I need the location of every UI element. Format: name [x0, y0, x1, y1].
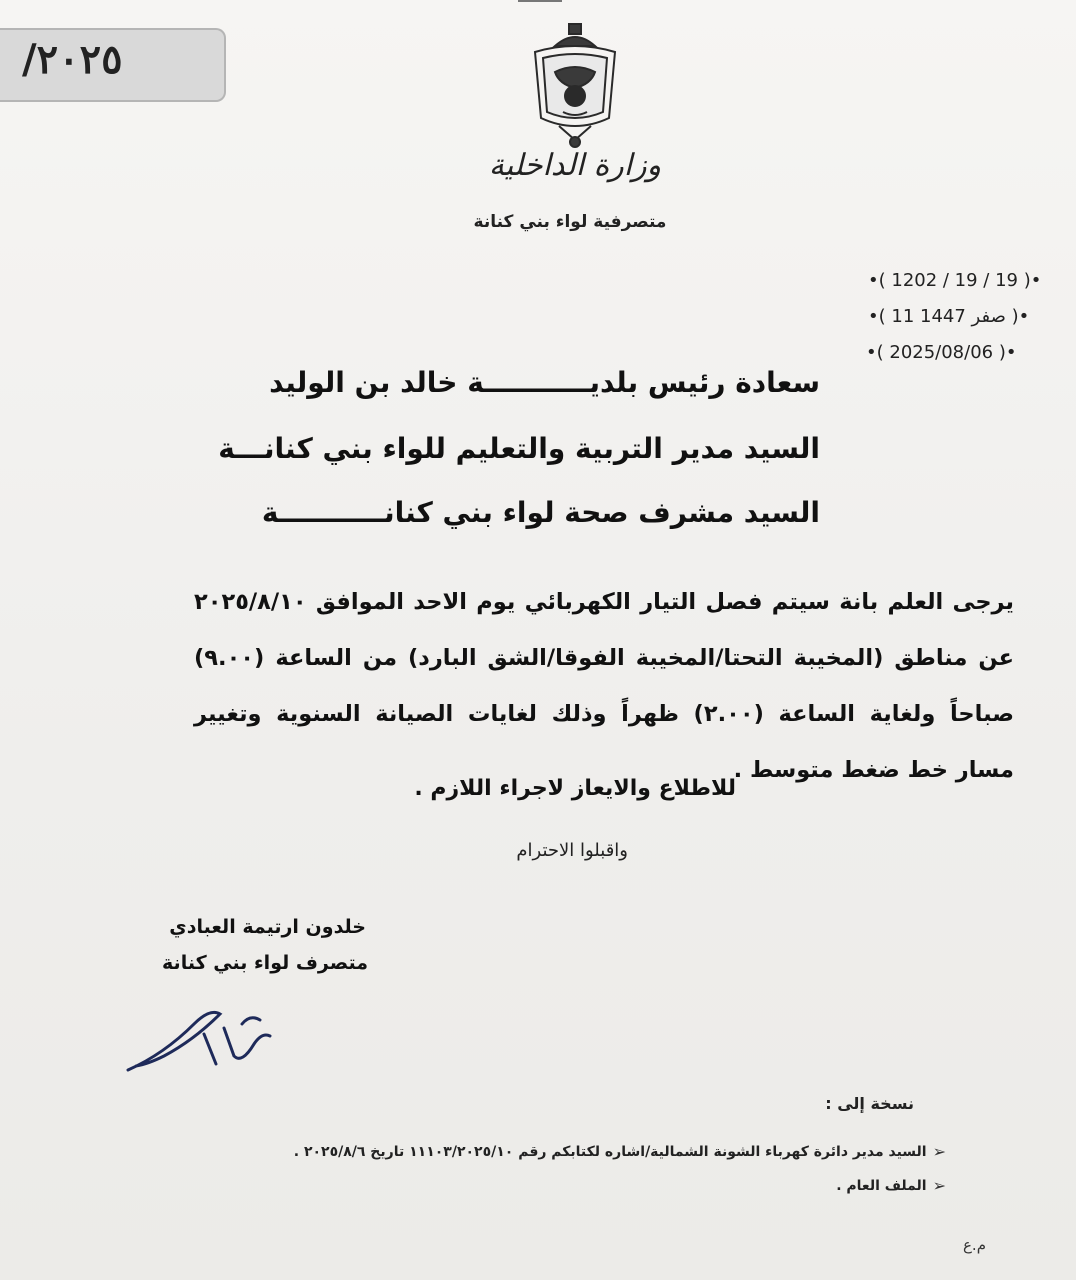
- copy-item-text: السيد مدير دائرة كهرباء الشونة الشمالية/اشاره لكتابكم رقم ١١١٠٣/٢٠٢٥/١٠ تاريخ ٢٠٢٥/٨/٦ .: [293, 1143, 927, 1160]
- copies-heading: نسخة إلى :: [825, 1094, 914, 1113]
- signatory-title: متصرف لواء بني كنانة: [162, 952, 368, 974]
- issuing-office: متصرفية لواء بني كنانة: [473, 212, 667, 232]
- regards-line: واقبلوا الاحترام: [516, 840, 628, 861]
- top-edge-mark: [518, 0, 562, 6]
- copy-item: [294, 1142, 946, 1161]
- arrow-icon: ➢: [932, 1142, 946, 1161]
- copy-item-text: الملف العام .: [836, 1177, 927, 1194]
- registry-stamp-box: [0, 28, 226, 102]
- arrow-icon: ➢: [932, 1176, 946, 1195]
- coat-of-arms-icon: [525, 22, 625, 150]
- addressee-3: السيد مشرف صحة لواء بني كنانـــــــــــة: [261, 496, 820, 529]
- copy-item: [836, 1176, 946, 1195]
- gregorian-date: •( 2025/08/06 )•: [866, 342, 1017, 363]
- closing-line: للاطلاع والايعاز لاجراء اللازم .: [414, 776, 736, 801]
- hijri-date: •( 11 صفر 1447 )•: [868, 306, 1030, 327]
- typist-initials: م.ع: [962, 1236, 986, 1254]
- addressee-1: سعادة رئيس بلديـــــــــــة خالد بن الوليد: [269, 366, 820, 399]
- ministry-name: وزارة الداخلية: [488, 148, 662, 183]
- reference-number: •( 1202 / 19 / 19 )•: [868, 270, 1042, 291]
- letter-body: يرجى العلم بانة سيتم فصل التيار الكهربائي يوم الاحد الموافق ٢٠٢٥/٨/١٠ عن مناطق (المخيبة التحتا/المخيبة الفوقا/الشق البارد) من الساعة (٩.٠٠) صباحاً ولغاية الساعة (٢.٠٠) ظهراً وذلك لغايات الصيانة السنوية وتغيير مسار خط ضغط متوسط .: [194, 589, 1014, 783]
- addressee-2: السيد مدير التربية والتعليم للواء بني كنانـــة: [218, 432, 820, 465]
- registry-number: /٢٠٢٥: [22, 36, 123, 83]
- handwritten-signature: [124, 984, 274, 1080]
- signatory-name: خلدون ارتيمة العبادي: [169, 916, 366, 938]
